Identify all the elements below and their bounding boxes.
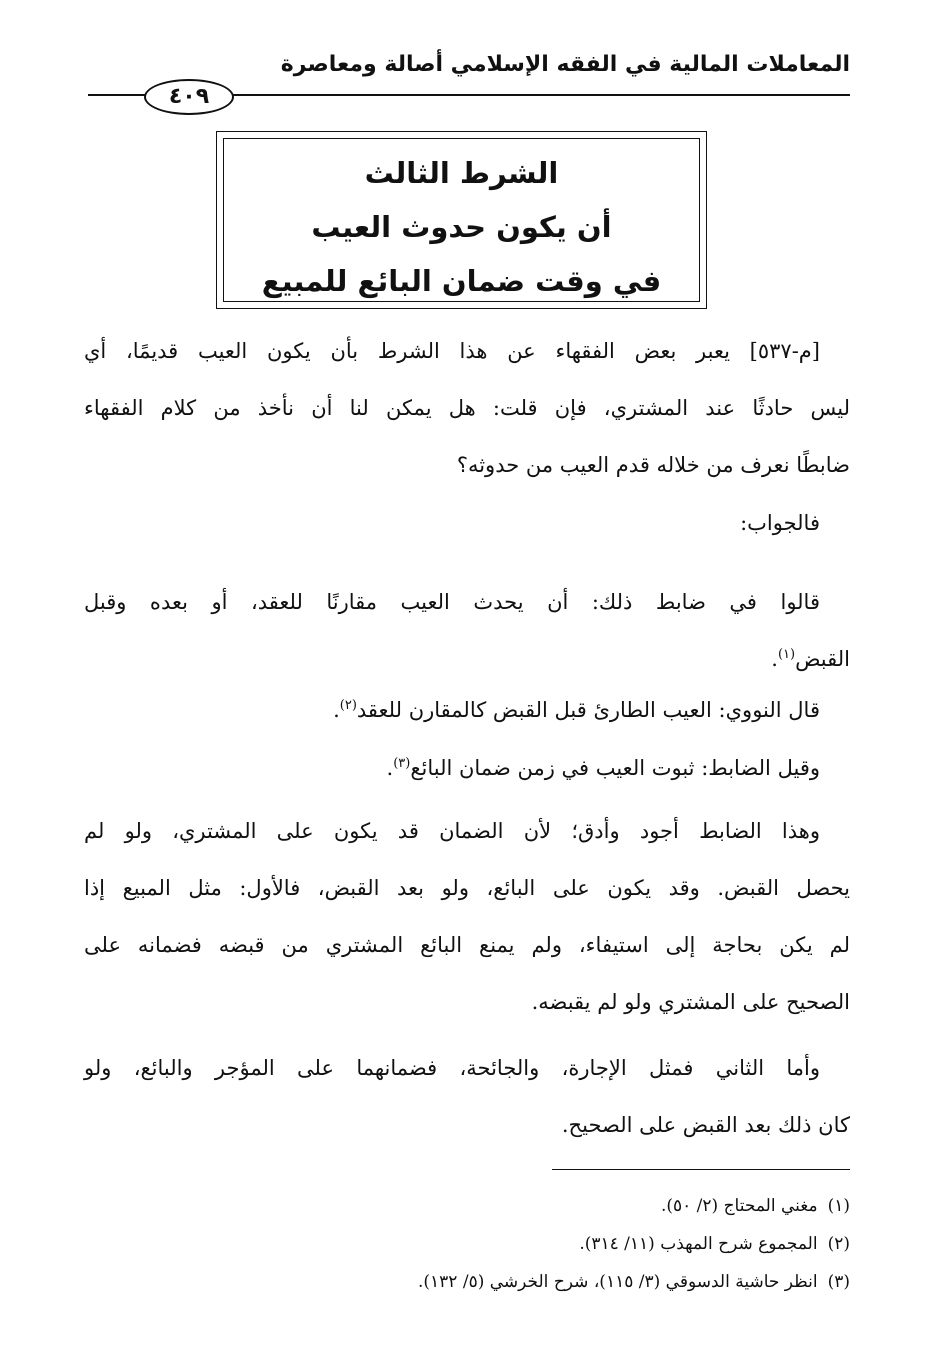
paragraph-line: ليس حادثًا عند المشتري، فإن قلت: هل يمكن لنا أن نأخذ من كلام الفقهاء: [84, 396, 850, 420]
paragraph-line: وأما الثاني فمثل الإجارة، والجائحة، فضمانهما على المؤجر والبائع، ولو: [84, 1056, 820, 1080]
footnote-text: مغني المحتاج (٢/ ٥٠).: [660, 1196, 818, 1216]
paragraph-text: القبض: [795, 647, 850, 671]
footnote-text: المجموع شرح المهذب (١١/ ٣١٤).: [579, 1234, 818, 1254]
footnote-ref-2: (٢): [339, 698, 357, 713]
paragraph-text: قال النووي: العيب الطارئ قبل القبض كالمقارن للعقد: [356, 698, 820, 722]
page-header: [88, 50, 850, 109]
paragraph-line: [84, 740, 850, 797]
footnote-ref-3: (٣): [393, 756, 411, 771]
period: .: [333, 698, 340, 722]
paragraph-line: ضابطًا نعرف من خلاله قدم العيب من حدوثه؟: [456, 453, 850, 477]
paragraph-5: [84, 740, 850, 797]
footnote-text: انظر حاشية الدسوقي (٣/ ١١٥)، شرح الخرشي (٥/ ١٣٢).: [417, 1272, 818, 1292]
period: .: [386, 756, 394, 780]
paragraph-text: وقيل الضابط: ثبوت العيب في زمن ضمان البائع: [410, 756, 820, 780]
footnote-ref-1: (١): [777, 647, 796, 662]
footnote-number: (٢): [827, 1234, 850, 1254]
section-title-box: [216, 131, 707, 309]
footnote-2: [80, 1225, 850, 1263]
footnote-number: (٣): [827, 1272, 850, 1292]
footnote-number: (١): [827, 1196, 850, 1216]
paragraph-line: [م-٥٣٧] يعبر بعض الفقهاء عن هذا الشرط بأن يكون العيب قديمًا، أي: [84, 339, 820, 363]
footnote-separator: [552, 1169, 850, 1170]
paragraph-line: يحصل القبض. وقد يكون على البائع، ولو بعد القبض، فالأول: مثل المبيع إذا: [84, 876, 850, 900]
footnote-3: [80, 1263, 850, 1301]
paragraph-line: وهذا الضابط أجود وأدق؛ لأن الضمان قد يكون على المشتري، ولو لم: [84, 819, 820, 843]
paragraph-line: قالوا في ضابط ذلك: أن يحدث العيب مقارنًا للعقد، أو بعده وقبل: [84, 590, 820, 614]
paragraph-line: كان ذلك بعد القبض على الصحيح.: [561, 1113, 850, 1137]
footnotes: [80, 1187, 850, 1301]
section-title: [217, 146, 706, 308]
paragraph-line: [84, 682, 850, 739]
paragraph-line: الصحيح على المشتري ولو لم يقبضه.: [531, 990, 850, 1014]
paragraph-3: [84, 574, 850, 688]
paragraph-1: [84, 323, 850, 494]
period: .: [771, 647, 778, 671]
paragraph-2: [84, 495, 850, 552]
paragraph-line: لم يكن بحاجة إلى استيفاء، ولم يمنع البائع المشتري من قبضه فضمانه على: [84, 933, 850, 957]
paragraph-6: [84, 803, 850, 1031]
running-title: المعاملات المالية في الفقه الإسلامي أصالة ومعاصرة: [280, 52, 850, 77]
paragraph-4: [84, 682, 850, 739]
section-title-line-1: الشرط الثالث: [364, 156, 559, 190]
footnote-1: [80, 1187, 850, 1225]
section-title-line-2: أن يكون حدوث العيب: [311, 210, 612, 244]
paragraph-line: فالجواب:: [740, 511, 820, 535]
section-title-line-3: في وقت ضمان البائع للمبيع: [261, 264, 662, 298]
page-number: ٤٠٩: [144, 79, 234, 115]
paragraph-7: [84, 1040, 850, 1154]
paragraph-line: [84, 631, 850, 688]
